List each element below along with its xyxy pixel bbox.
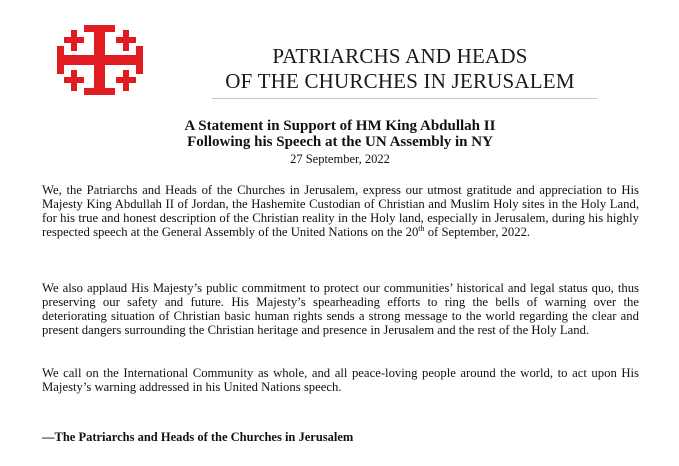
ordinal-suffix: th	[418, 223, 425, 233]
statement-title-line1: A Statement in Support of HM King Abdullah II	[184, 118, 496, 134]
paragraph-gratitude-end: of September, 2022.	[424, 225, 531, 239]
paragraph-gratitude-text: We, the Patriarchs and Heads of the Churches in Jerusalem, express our utmost gratitude and appreciation to His Majesty King Abdullah II of Jordan, the Hashemite Custodian of Christian and Muslim Holy sites in the Holy Land, for his true and honest description of the Christian reality in the Holy land, especially in Jerusalem, during his highly respected speech at the General Assembly of the United Nations on the 20	[42, 183, 639, 239]
paragraph-call-to-action: We call on the International Community as whole, and all peace-loving people around the world, to act upon His Majesty’s warning addressed in his United Nations speech.	[42, 366, 639, 394]
signature: —The Patriarchs and Heads of the Churches in Jerusalem	[42, 430, 354, 444]
statement-title-line2: Following his Speech at the UN Assembly in NY	[187, 134, 493, 150]
organization-title-line1: PATRIARCHS AND HEADS	[272, 44, 528, 68]
statement-title	[130, 118, 550, 150]
organization-title	[200, 44, 600, 94]
header-divider	[212, 98, 597, 99]
organization-title-line2: OF THE CHURCHES IN JERUSALEM	[225, 69, 575, 93]
jerusalem-cross-icon	[54, 22, 146, 98]
statement-date: 27 September, 2022	[290, 152, 390, 166]
paragraph-gratitude	[42, 183, 639, 239]
paragraph-applause: We also applaud His Majesty’s public commitment to protect our communities’ historical and legal status quo, thus preserving our safety and future. His Majesty’s spearheading efforts to ring the bells of warning over the deteriorating situation of Christian basic human rights sends a strong message to the world regarding the clear and present dangers surrounding the Christian heritage and presence in Jerusalem and the rest of the Holy Land.	[42, 281, 639, 337]
